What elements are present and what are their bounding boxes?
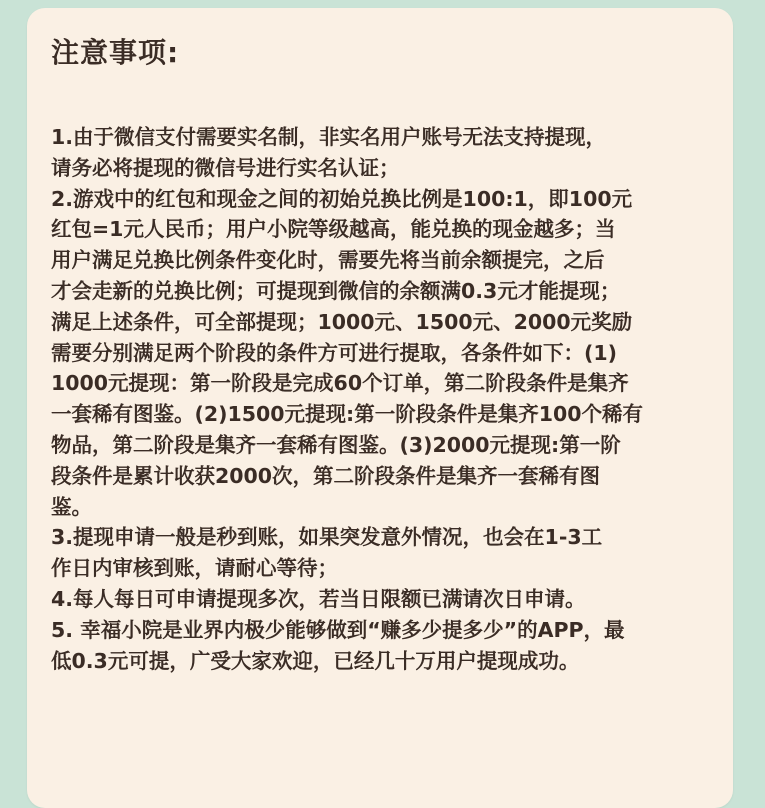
notice-item-3: 3.提现申请一般是秒到账，如果突发意外情况，也会在1-3工 作日内审核到账，请耐心等待； [51,525,603,581]
notice-item-4: 4.每人每日可申请提现多次，若当日限额已满请次日申请。 [51,586,586,611]
notice-item-2: 2.游戏中的红包和现金之间的初始兑换比例是100:1，即100元 红包=1元人民币；用户小院等级越高，能兑换的现金越多；当 用户满足兑换比例条件变化时，需要先将当前余额提完，之后 才会走新的兑换比例；可提现到微信的余额满0.3元才能提现； 满足上述条件，可全部提现；1000元、1500元、2000元奖励 需要分别满足两个阶段的条件方可进行提取，各条件如下：(1) 1000元提现：第一阶段是完成60个订单，第二阶段条件是集齐 一套稀有图鉴。(2)1500元提现:第一阶段条件是集齐100个稀有 物品，第二阶段是集齐一套稀有图鉴。(3)2000元提现:第一阶 段条件是累计收获2000次，第二阶段条件是集齐一套稀有图 鉴。 [51,186,644,519]
notice-title: 注意事项: [51,36,180,69]
notice-item-1: 1.由于微信支付需要实名制，非实名用户账号无法支持提现， 请务必将提现的微信号进行实名认证； [51,125,607,180]
notice-list [51,122,709,676]
notice-card [27,8,733,808]
notice-item-5: 5. 幸福小院是业界内极少能够做到“赚多少提多少”的APP，最 低0.3元可提，广受大家欢迎，已经几十万用户提现成功。 [51,617,625,673]
